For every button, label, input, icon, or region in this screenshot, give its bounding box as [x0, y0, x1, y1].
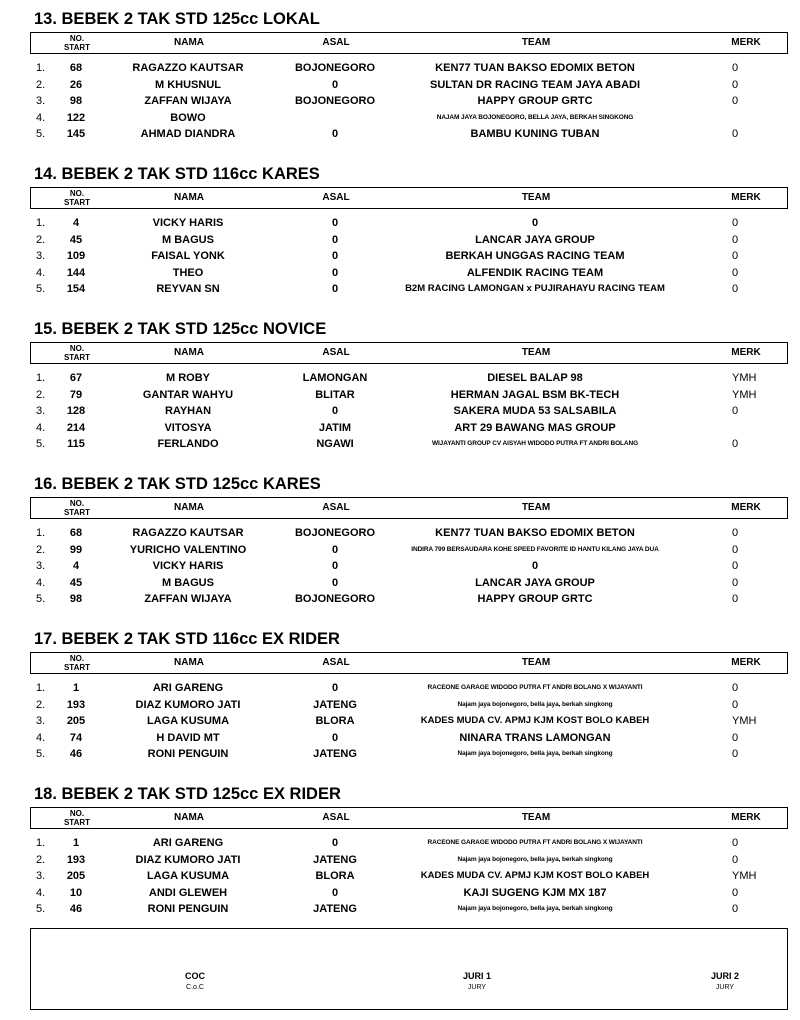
row-merk: 0: [732, 62, 739, 74]
juri2-subtitle: JURY: [715, 984, 735, 991]
header-merk: MERK: [731, 37, 761, 48]
juri2-title: JURI 2: [710, 971, 739, 981]
row-no-start: 46: [69, 748, 83, 760]
table-row: [30, 370, 786, 386]
coc-title: COC: [185, 971, 205, 981]
row-team: INDIRA 799 BERSAUDARA KOHE SPEED FAVORITE ID HANTU KILANG JAYA DUA: [411, 545, 659, 553]
signature-box: [30, 928, 788, 1010]
row-team: WIJAYANTI GROUP CV AISYAH WIDODO PUTRA FT ANDRI BOLANG: [431, 440, 639, 447]
row-rank: 5.: [36, 283, 46, 295]
row-no-start: 214: [66, 421, 86, 434]
header-team: TEAM: [521, 502, 551, 513]
row-rank: 3.: [36, 870, 46, 882]
row-rank: 1.: [36, 527, 46, 539]
table-row: [30, 248, 786, 264]
row-nama: RAYHAN: [164, 405, 212, 417]
table-row: [30, 835, 786, 851]
row-nama: ANDI GLEWEH: [148, 886, 228, 899]
header-nama: NAMA: [174, 502, 204, 513]
row-no-start: 128: [66, 405, 86, 417]
header-nama: NAMA: [174, 347, 204, 358]
row-team: Najam jaya bojonegoro, bella jaya, berkah singkong: [457, 855, 613, 863]
row-merk: 0: [732, 95, 739, 107]
header-no: NO.: [69, 189, 85, 198]
table-header: [30, 652, 788, 674]
row-merk: YMH: [732, 715, 757, 727]
row-rank: 4.: [36, 886, 46, 899]
row-no-start: 205: [66, 715, 86, 727]
row-merk: YMH: [732, 388, 757, 401]
header-merk: MERK: [731, 192, 761, 203]
header-asal: ASAL: [322, 347, 350, 358]
row-merk: YMH: [732, 870, 757, 882]
section-title: 17. BEBEK 2 TAK STD 116cc EX RIDER: [34, 630, 340, 648]
row-asal: NGAWI: [316, 438, 354, 450]
header-no: NO.: [69, 809, 85, 818]
row-no-start: 45: [69, 233, 83, 246]
table-row: [30, 885, 786, 901]
section-title: 15. BEBEK 2 TAK STD 125cc NOVICE: [34, 320, 327, 338]
row-asal: 0: [331, 217, 339, 229]
row-team: DIESEL BALAP 98: [487, 372, 583, 384]
row-nama: M KHUSNUL: [155, 78, 221, 91]
header-team: TEAM: [521, 657, 551, 668]
header-team: TEAM: [521, 347, 551, 358]
row-nama: VICKY HARIS: [152, 560, 224, 572]
row-rank: 2.: [36, 698, 46, 711]
row-no-start: 193: [66, 853, 86, 866]
header-asal: ASAL: [322, 657, 350, 668]
row-team: HAPPY GROUP GRTC: [477, 95, 593, 107]
header-no-start: [55, 344, 99, 364]
row-no-start: 1: [72, 837, 80, 849]
row-merk: 0: [732, 593, 739, 605]
table-row: [30, 591, 786, 607]
header-merk: MERK: [731, 812, 761, 823]
table-row: [30, 60, 786, 76]
table-row: [30, 868, 786, 884]
row-rank: 5.: [36, 438, 46, 450]
coc-subtitle: C.o.C: [186, 984, 204, 991]
row-asal: BLORA: [315, 715, 355, 727]
header-asal: ASAL: [322, 37, 350, 48]
row-asal: 0: [331, 543, 339, 556]
header-merk: MERK: [731, 347, 761, 358]
section-title: 14. BEBEK 2 TAK STD 116cc KARES: [34, 165, 320, 183]
row-nama: DIAZ KUMORO JATI: [135, 698, 241, 711]
row-rank: 3.: [36, 95, 46, 107]
table-header: [30, 32, 788, 54]
header-start: START: [63, 818, 91, 827]
row-team: KEN77 TUAN BAKSO EDOMIX BETON: [435, 62, 635, 74]
row-asal: 0: [331, 233, 339, 246]
row-team: BAMBU KUNING TUBAN: [470, 128, 600, 140]
header-asal: ASAL: [322, 812, 350, 823]
row-asal: LAMONGAN: [302, 372, 368, 384]
row-nama: GANTAR WAHYU: [142, 388, 234, 401]
row-no-start: 145: [66, 128, 86, 140]
row-no-start: 68: [69, 62, 83, 74]
row-merk: 0: [732, 438, 739, 450]
row-asal: [280, 110, 390, 126]
row-no-start: 154: [66, 283, 86, 295]
row-nama: FAISAL YONK: [151, 250, 225, 262]
row-team: RACEONE GARAGE WIDODO PUTRA FT ANDRI BOLANG X WIJAYANTI: [427, 684, 643, 691]
header-start: START: [63, 353, 91, 362]
row-nama: M ROBY: [166, 372, 210, 384]
row-no-start: 46: [69, 903, 83, 915]
juri2-signature: [665, 971, 785, 991]
row-nama: M BAGUS: [162, 233, 214, 246]
row-nama: AHMAD DIANDRA: [140, 128, 236, 140]
row-team: KAJI SUGENG KJM MX 187: [463, 886, 607, 899]
table-header: [30, 497, 788, 519]
juri1-title: JURI 1: [462, 971, 491, 981]
table-row: [30, 713, 786, 729]
table-row: [30, 575, 786, 591]
row-merk: 0: [732, 576, 739, 589]
table-row: [30, 697, 786, 713]
row-asal: 0: [331, 731, 339, 744]
row-no-start: 99: [69, 543, 83, 556]
row-merk: 0: [732, 698, 739, 711]
table-row: [30, 420, 786, 436]
row-no-start: 193: [66, 698, 86, 711]
row-merk: 0: [732, 405, 739, 417]
row-team: HAPPY GROUP GRTC: [477, 593, 593, 605]
row-no-start: 98: [69, 95, 83, 107]
row-team: ALFENDIK RACING TEAM: [466, 266, 604, 279]
row-asal: BOJONEGORO: [294, 62, 376, 74]
row-nama: ZAFFAN WIJAYA: [144, 593, 232, 605]
header-no-start: [55, 499, 99, 519]
table-row: [30, 525, 786, 541]
row-merk: 0: [732, 748, 739, 760]
row-team: HERMAN JAGAL BSM BK-TECH: [450, 388, 620, 401]
row-team: Najam jaya bojonegoro, bella jaya, berkah singkong: [457, 700, 613, 708]
section-title: 16. BEBEK 2 TAK STD 125cc KARES: [34, 475, 321, 493]
row-nama: ARI GARENG: [152, 837, 224, 849]
row-asal: 0: [331, 128, 339, 140]
row-asal: 0: [331, 266, 339, 279]
row-merk: 0: [732, 731, 739, 744]
table-row: [30, 436, 786, 452]
row-rank: 1.: [36, 837, 46, 849]
row-rank: 5.: [36, 748, 46, 760]
row-team: NAJAM JAYA BOJONEGORO, BELLA JAYA, BERKAH SINGKONG: [436, 113, 634, 121]
table-header: [30, 187, 788, 209]
row-no-start: 122: [66, 111, 86, 124]
row-no-start: 109: [66, 250, 86, 262]
row-rank: 3.: [36, 250, 46, 262]
row-no-start: 67: [69, 372, 83, 384]
row-rank: 3.: [36, 560, 46, 572]
row-nama: M BAGUS: [162, 576, 214, 589]
header-asal: ASAL: [322, 192, 350, 203]
row-team: SULTAN DR RACING TEAM JAYA ABADI: [429, 78, 641, 91]
row-asal: 0: [331, 886, 339, 899]
row-nama: ARI GARENG: [152, 682, 224, 694]
row-rank: 4.: [36, 731, 46, 744]
table-row: [30, 126, 786, 142]
row-asal: BLORA: [315, 870, 355, 882]
row-no-start: 45: [69, 576, 83, 589]
row-team: ART 29 BAWANG MAS GROUP: [454, 421, 616, 434]
row-rank: 1.: [36, 372, 46, 384]
row-merk: 0: [732, 266, 739, 279]
row-rank: 3.: [36, 405, 46, 417]
table-row: [30, 558, 786, 574]
section-title: 13. BEBEK 2 TAK STD 125cc LOKAL: [34, 10, 320, 28]
header-no: NO.: [69, 499, 85, 508]
header-nama: NAMA: [174, 192, 204, 203]
row-nama: LAGA KUSUMA: [146, 715, 230, 727]
row-no-start: 115: [67, 438, 85, 450]
row-team: BERKAH UNGGAS RACING TEAM: [445, 250, 625, 262]
table-row: [30, 730, 786, 746]
row-merk: [710, 110, 766, 126]
row-team: KADES MUDA CV. APMJ KJM KOST BOLO KABEH: [420, 715, 650, 726]
table-header: [30, 342, 788, 364]
row-asal: 0: [331, 78, 339, 91]
row-nama: RONI PENGUIN: [147, 903, 229, 915]
row-asal: JATIM: [318, 421, 352, 434]
row-rank: 5.: [36, 593, 46, 605]
row-team: Najam jaya bojonegoro, bella jaya, berkah singkong: [457, 905, 613, 912]
row-rank: 3.: [36, 715, 46, 727]
header-team: TEAM: [521, 37, 551, 48]
row-merk: 0: [732, 250, 739, 262]
table-row: [30, 265, 786, 281]
row-merk: 0: [732, 283, 739, 295]
header-nama: NAMA: [174, 812, 204, 823]
row-nama: RAGAZZO KAUTSAR: [132, 62, 244, 74]
row-asal: BLITAR: [315, 388, 355, 401]
header-start: START: [63, 508, 91, 517]
row-asal: 0: [331, 560, 339, 572]
row-nama: RAGAZZO KAUTSAR: [132, 527, 244, 539]
row-asal: JATENG: [313, 748, 357, 760]
row-asal: 0: [331, 405, 339, 417]
header-no-start: [55, 189, 99, 209]
row-nama: FERLANDO: [157, 438, 219, 450]
row-merk: 0: [732, 217, 739, 229]
row-asal: 0: [331, 682, 339, 694]
row-rank: 1.: [36, 217, 46, 229]
row-team: KADES MUDA CV. APMJ KJM KOST BOLO KABEH: [420, 870, 650, 881]
row-rank: 4.: [36, 421, 46, 434]
row-no-start: 98: [69, 593, 83, 605]
row-team: LANCAR JAYA GROUP: [475, 233, 595, 246]
header-start: START: [63, 198, 91, 207]
row-asal: BOJONEGORO: [294, 593, 376, 605]
row-team: NINARA TRANS LAMONGAN: [459, 731, 611, 744]
row-nama: VITOSYA: [164, 421, 212, 434]
table-row: [30, 110, 786, 126]
row-asal: 0: [331, 283, 339, 295]
row-asal: 0: [331, 250, 339, 262]
row-nama: RONI PENGUIN: [147, 748, 229, 760]
header-no: NO.: [69, 654, 85, 663]
table-row: [30, 77, 786, 93]
header-start: START: [63, 663, 91, 672]
row-asal: JATENG: [313, 698, 357, 711]
row-merk: YMH: [732, 372, 757, 384]
row-no-start: 26: [69, 78, 83, 91]
header-nama: NAMA: [174, 37, 204, 48]
row-rank: 5.: [36, 128, 46, 140]
row-asal: 0: [331, 837, 339, 849]
row-rank: 2.: [36, 78, 46, 91]
table-row: [30, 542, 786, 558]
row-no-start: 4: [72, 560, 80, 572]
row-no-start: 10: [69, 886, 83, 899]
row-no-start: 74: [69, 731, 83, 744]
table-row: [30, 232, 786, 248]
row-nama: VICKY HARIS: [152, 217, 224, 229]
row-asal: BOJONEGORO: [294, 95, 376, 107]
row-rank: 4.: [36, 266, 46, 279]
row-rank: 2.: [36, 853, 46, 866]
row-asal: BOJONEGORO: [294, 527, 376, 539]
row-nama: THEO: [172, 266, 204, 279]
row-nama: H DAVID MT: [156, 731, 220, 744]
juri1-signature: [417, 971, 537, 991]
table-row: [30, 93, 786, 109]
row-merk: 0: [732, 543, 739, 556]
header-nama: NAMA: [174, 657, 204, 668]
row-merk: 0: [732, 837, 739, 849]
row-asal: 0: [331, 576, 339, 589]
row-asal: JATENG: [313, 903, 357, 915]
section-title: 18. BEBEK 2 TAK STD 125cc EX RIDER: [34, 785, 341, 803]
row-merk: 0: [732, 527, 739, 539]
row-asal: JATENG: [313, 853, 357, 866]
table-row: [30, 680, 786, 696]
row-team: B2M RACING LAMONGAN x PUJIRAHAYU RACING TEAM: [405, 283, 665, 294]
row-team: 0: [531, 217, 539, 229]
header-start: START: [63, 43, 91, 52]
header-no-start: [55, 654, 99, 674]
header-asal: ASAL: [322, 502, 350, 513]
row-team: RACEONE GARAGE WIDODO PUTRA FT ANDRI BOLANG X WIJAYANTI: [427, 839, 643, 846]
header-no-start: [55, 809, 99, 829]
row-rank: 4.: [36, 576, 46, 589]
row-team: KEN77 TUAN BAKSO EDOMIX BETON: [435, 527, 635, 539]
row-nama: DIAZ KUMORO JATI: [135, 853, 241, 866]
header-team: TEAM: [521, 812, 551, 823]
row-rank: 4.: [36, 111, 46, 124]
table-row: [30, 281, 786, 297]
table-row: [30, 852, 786, 868]
row-merk: 0: [732, 128, 739, 140]
row-team: LANCAR JAYA GROUP: [475, 576, 595, 589]
row-nama: REYVAN SN: [156, 283, 220, 295]
header-no-start: [55, 34, 99, 54]
row-merk: 0: [732, 886, 739, 899]
row-nama: YURICHO VALENTINO: [129, 543, 247, 556]
row-merk: 0: [732, 78, 739, 91]
header-merk: MERK: [731, 657, 761, 668]
header-no: NO.: [69, 34, 85, 43]
row-merk: 0: [732, 233, 739, 246]
row-rank: 2.: [36, 388, 46, 401]
row-merk: 0: [732, 560, 739, 572]
row-no-start: 1: [72, 682, 80, 694]
row-nama: LAGA KUSUMA: [146, 870, 230, 882]
row-no-start: 4: [72, 217, 80, 229]
table-row: [30, 215, 786, 231]
row-no-start: 68: [69, 527, 83, 539]
row-merk: 0: [732, 903, 739, 915]
table-row: [30, 901, 786, 917]
row-nama: BOWO: [170, 111, 206, 124]
row-rank: 1.: [36, 62, 46, 74]
row-rank: 1.: [36, 682, 46, 694]
row-nama: ZAFFAN WIJAYA: [144, 95, 232, 107]
header-merk: MERK: [731, 502, 761, 513]
row-no-start: 144: [66, 266, 86, 279]
row-no-start: 79: [69, 388, 83, 401]
row-merk: [710, 420, 766, 436]
header-no: NO.: [69, 344, 85, 353]
row-rank: 5.: [36, 903, 46, 915]
row-rank: 2.: [36, 233, 46, 246]
table-header: [30, 807, 788, 829]
header-team: TEAM: [521, 192, 551, 203]
row-team: SAKERA MUDA 53 SALSABILA: [453, 405, 617, 417]
row-merk: 0: [732, 682, 739, 694]
table-row: [30, 403, 786, 419]
table-row: [30, 387, 786, 403]
row-team: 0: [531, 560, 539, 572]
row-merk: 0: [732, 853, 739, 866]
row-rank: 2.: [36, 543, 46, 556]
juri1-subtitle: JURY: [467, 984, 487, 991]
coc-signature: [135, 971, 255, 991]
row-team: Najam jaya bojonegoro, bella jaya, berkah singkong: [457, 750, 613, 757]
table-row: [30, 746, 786, 762]
row-no-start: 205: [66, 870, 86, 882]
